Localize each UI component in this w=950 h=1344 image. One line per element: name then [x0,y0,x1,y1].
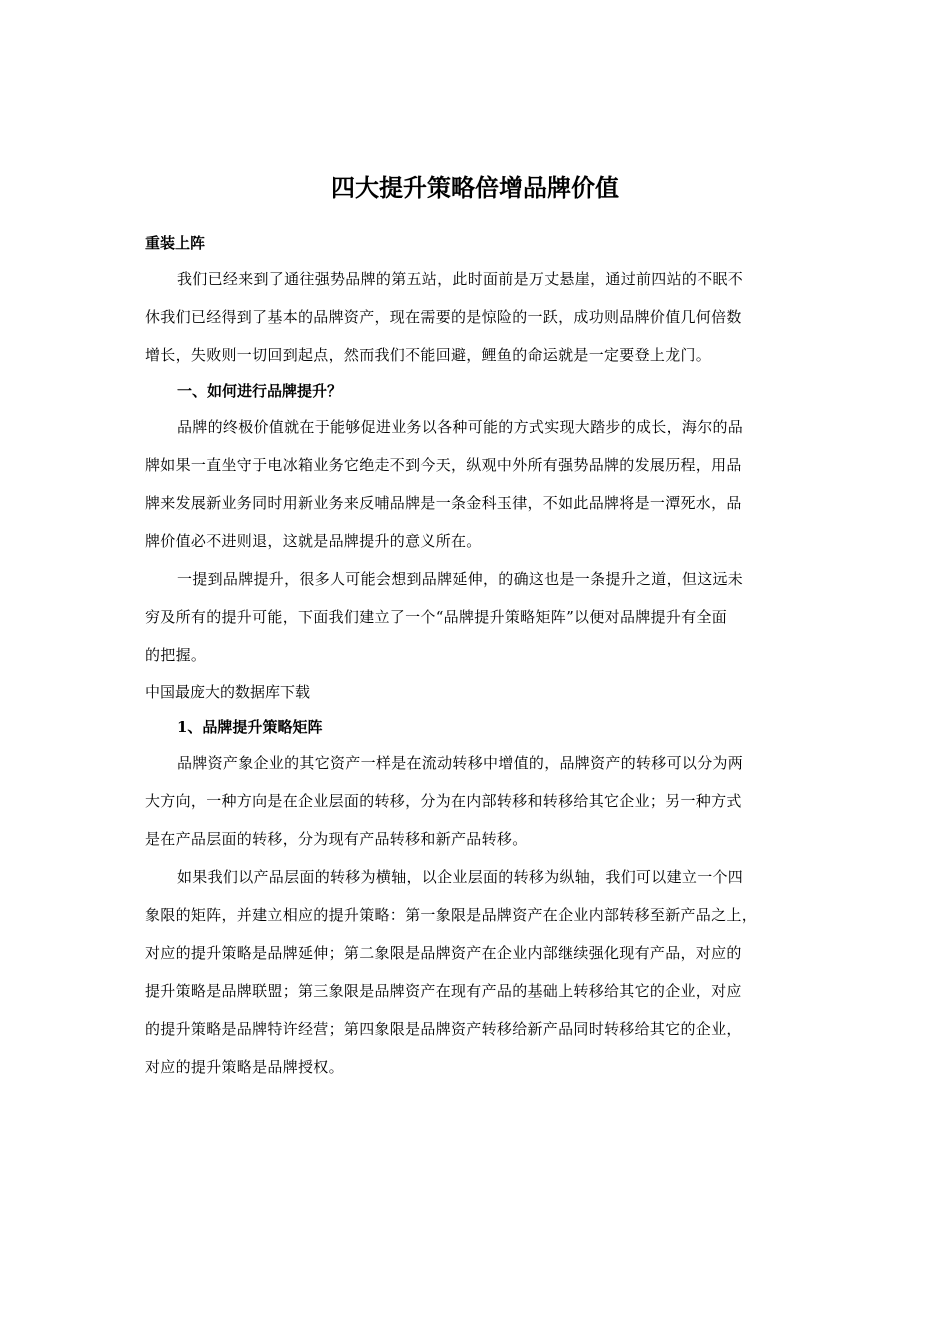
matrix-subheading: 1、品牌提升策略矩阵 [177,718,323,736]
paragraph-quadrant-matrix [145,858,807,1086]
database-download-line: 中国最庞大的数据库下载 [145,683,311,701]
document-body [145,226,807,1086]
paragraph-line: 对应的提升策略是品牌授权。 [145,1058,344,1076]
paragraph-line: 的提升策略是品牌特许经营；第四象限是品牌资产转移给新产品同时转移给其它的企业， [145,1020,742,1038]
paragraph-brand-value [145,408,807,560]
paragraph-line: 品牌的终极价值就在于能够促进业务以各种可能的方式实现大踏步的成长，海尔的品 [177,418,744,436]
paragraph-line: 大方向，一种方向是在企业层面的转移，分为在内部转移和转移给其它企业；另一种方式 [145,792,742,810]
paragraph-brand-extension [145,560,807,674]
paragraph-line: 牌价值必不进则退，这就是品牌提升的意义所在。 [145,532,482,550]
question-heading: 一、如何进行品牌提升？ [177,382,343,400]
paragraph-line: 品牌资产象企业的其它资产一样是在流动转移中增值的，品牌资产的转移可以分为两 [177,754,744,772]
paragraph-line: 是在产品层面的转移，分为现有产品转移和新产品转移。 [145,830,528,848]
paragraph-line: 休我们已经得到了基本的品牌资产，现在需要的是惊险的一跃，成功则品牌价值几何倍数 [145,308,742,326]
document-title: 四大提升策略倍增品牌价值 [331,173,619,202]
paragraph-line: 对应的提升策略是品牌延伸；第二象限是品牌资产在企业内部继续强化现有产品，对应的 [145,944,742,962]
paragraph-line: 穷及所有的提升可能，下面我们建立了一个“品牌提升策略矩阵”以便对品牌提升有全面 [145,608,728,626]
paragraph-line: 象限的矩阵，并建立相应的提升策略：第一象限是品牌资产在企业内部转移至新产品之上， [145,906,758,924]
paragraph-line: 牌来发展新业务同时用新业务来反哺品牌是一条金科玉律，不如此品牌将是一潭死水，品 [145,494,742,512]
paragraph-line: 我们已经来到了通往强势品牌的第五站，此时面前是万丈悬崖，通过前四站的不眠不 [177,270,744,288]
paragraph-line: 提升策略是品牌联盟；第三象限是品牌资产在现有产品的基础上转移给其它的企业，对应 [145,982,742,1000]
paragraph-line: 一提到品牌提升，很多人可能会想到品牌延伸，的确这也是一条提升之道，但这远未 [177,570,744,588]
intro-paragraph [145,260,807,374]
section-heading: 重装上阵 [145,234,206,252]
paragraph-asset-transfer [145,744,807,858]
paragraph-line: 的把握。 [145,646,207,664]
paragraph-line: 如果我们以产品层面的转移为横轴，以企业层面的转移为纵轴，我们可以建立一个四 [177,868,744,886]
paragraph-line: 牌如果一直坐守于电冰箱业务它绝走不到今天，纵观中外所有强势品牌的发展历程，用品 [145,456,742,474]
paragraph-line: 增长，失败则一切回到起点，然而我们不能回避，鲤鱼的命运就是一定要登上龙门。 [145,346,712,364]
